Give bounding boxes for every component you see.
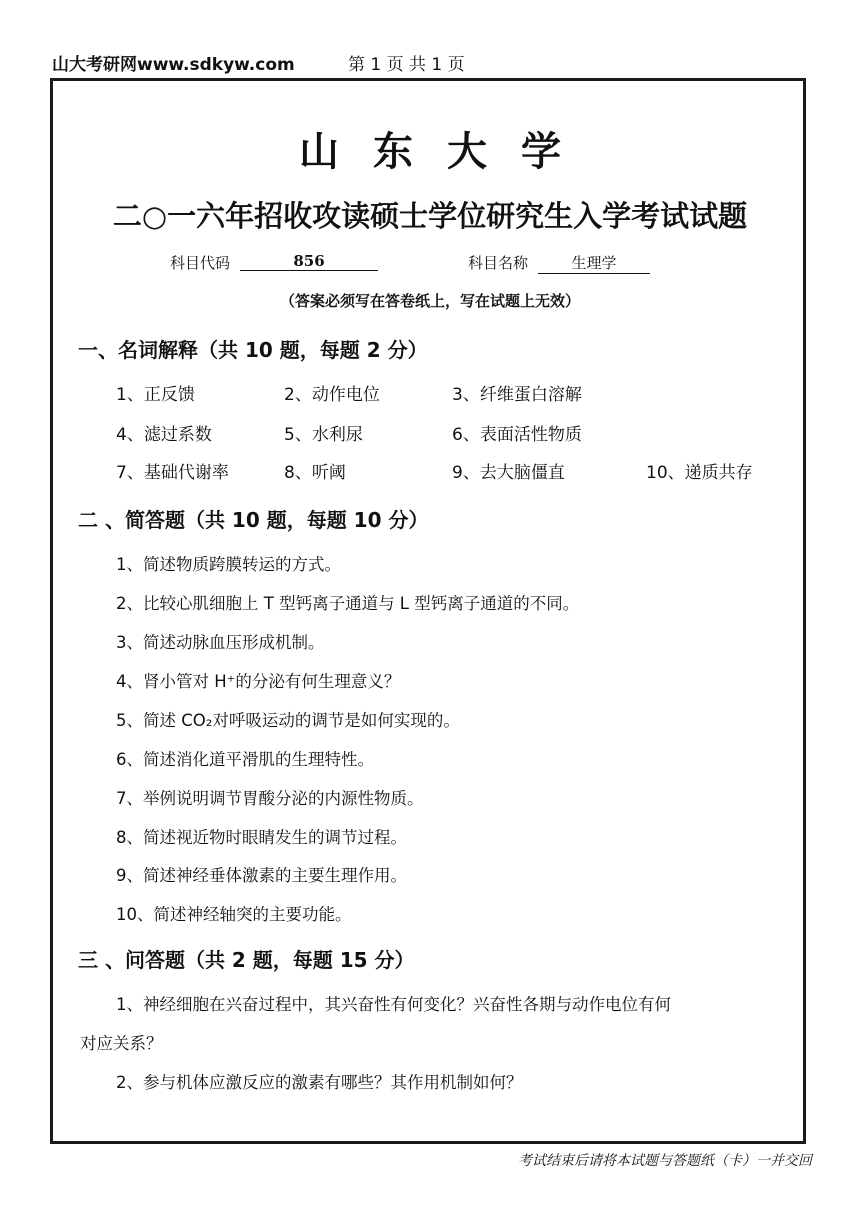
term-1: 1、正反馈 <box>116 385 195 405</box>
term-4: 4、滤过系数 <box>116 425 212 445</box>
short-question-10: 10、简述神经轴突的主要功能。 <box>116 905 352 924</box>
short-question-2: 2、比较心肌细胞上 T 型钙离子通道与 L 型钙离子通道的不同。 <box>116 594 580 613</box>
subject-name: 生理学 <box>538 252 650 274</box>
section1-title: 一、名词解释（共 10 题，每题 2 分） <box>78 338 428 362</box>
short-question-8: 8、简述视近物时眼睛发生的调节过程。 <box>116 828 407 847</box>
short-question-6: 6、简述消化道平滑肌的生理特性。 <box>116 750 374 769</box>
term-3: 3、纤维蛋白溶解 <box>452 385 582 405</box>
subject-code-label: 科目代码 <box>170 254 231 272</box>
term-9: 9、去大脑僵直 <box>452 463 565 483</box>
short-question-9: 9、简述神经垂体激素的主要生理作用。 <box>116 866 407 885</box>
subject-name-label: 科目名称 <box>468 254 529 272</box>
term-8: 8、听阈 <box>284 463 346 483</box>
notice: （答案必须写在答卷纸上，写在试题上无效） <box>279 292 580 310</box>
short-question-1: 1、简述物质跨膜转运的方式。 <box>116 555 341 574</box>
exam-title: 二○一六年招收攻读硕士学位研究生入学考试试题 <box>112 199 748 233</box>
term-5: 5、水利尿 <box>284 425 363 445</box>
header-site: 山大考研网www.sdkyw.com <box>52 55 295 75</box>
section3-title: 三 、问答题（共 2 题，每题 15 分） <box>78 948 415 972</box>
term-6: 6、表面活性物质 <box>452 425 582 445</box>
short-question-3: 3、简述动脉血压形成机制。 <box>116 633 325 652</box>
footer-note: 考试结束后请将本试题与答题纸（卡）一并交回 <box>518 1153 812 1169</box>
short-question-5: 5、简述 CO₂对呼吸运动的调节是如何实现的。 <box>116 711 460 730</box>
term-10: 10、递质共存 <box>646 463 753 483</box>
essay-question-1-line1: 1、神经细胞在兴奋过程中，其兴奋性有何变化？兴奋性各期与动作电位有何 <box>116 995 671 1014</box>
header-page-info: 第 1 页 共 1 页 <box>348 55 465 75</box>
short-question-7: 7、举例说明调节胃酸分泌的内源性物质。 <box>116 789 424 808</box>
term-7: 7、基础代谢率 <box>116 463 229 483</box>
university-name: 山东大学 <box>299 128 595 175</box>
term-2: 2、动作电位 <box>284 385 380 405</box>
essay-question-2: 2、参与机体应激反应的激素有哪些？其作用机制如何？ <box>116 1073 523 1092</box>
essay-question-1-line2: 对应关系？ <box>80 1034 163 1053</box>
short-question-4: 4、肾小管对 H⁺的分泌有何生理意义？ <box>116 672 401 691</box>
section2-title: 二 、简答题（共 10 题，每题 10 分） <box>78 508 429 532</box>
subject-code: 856 <box>240 252 378 271</box>
